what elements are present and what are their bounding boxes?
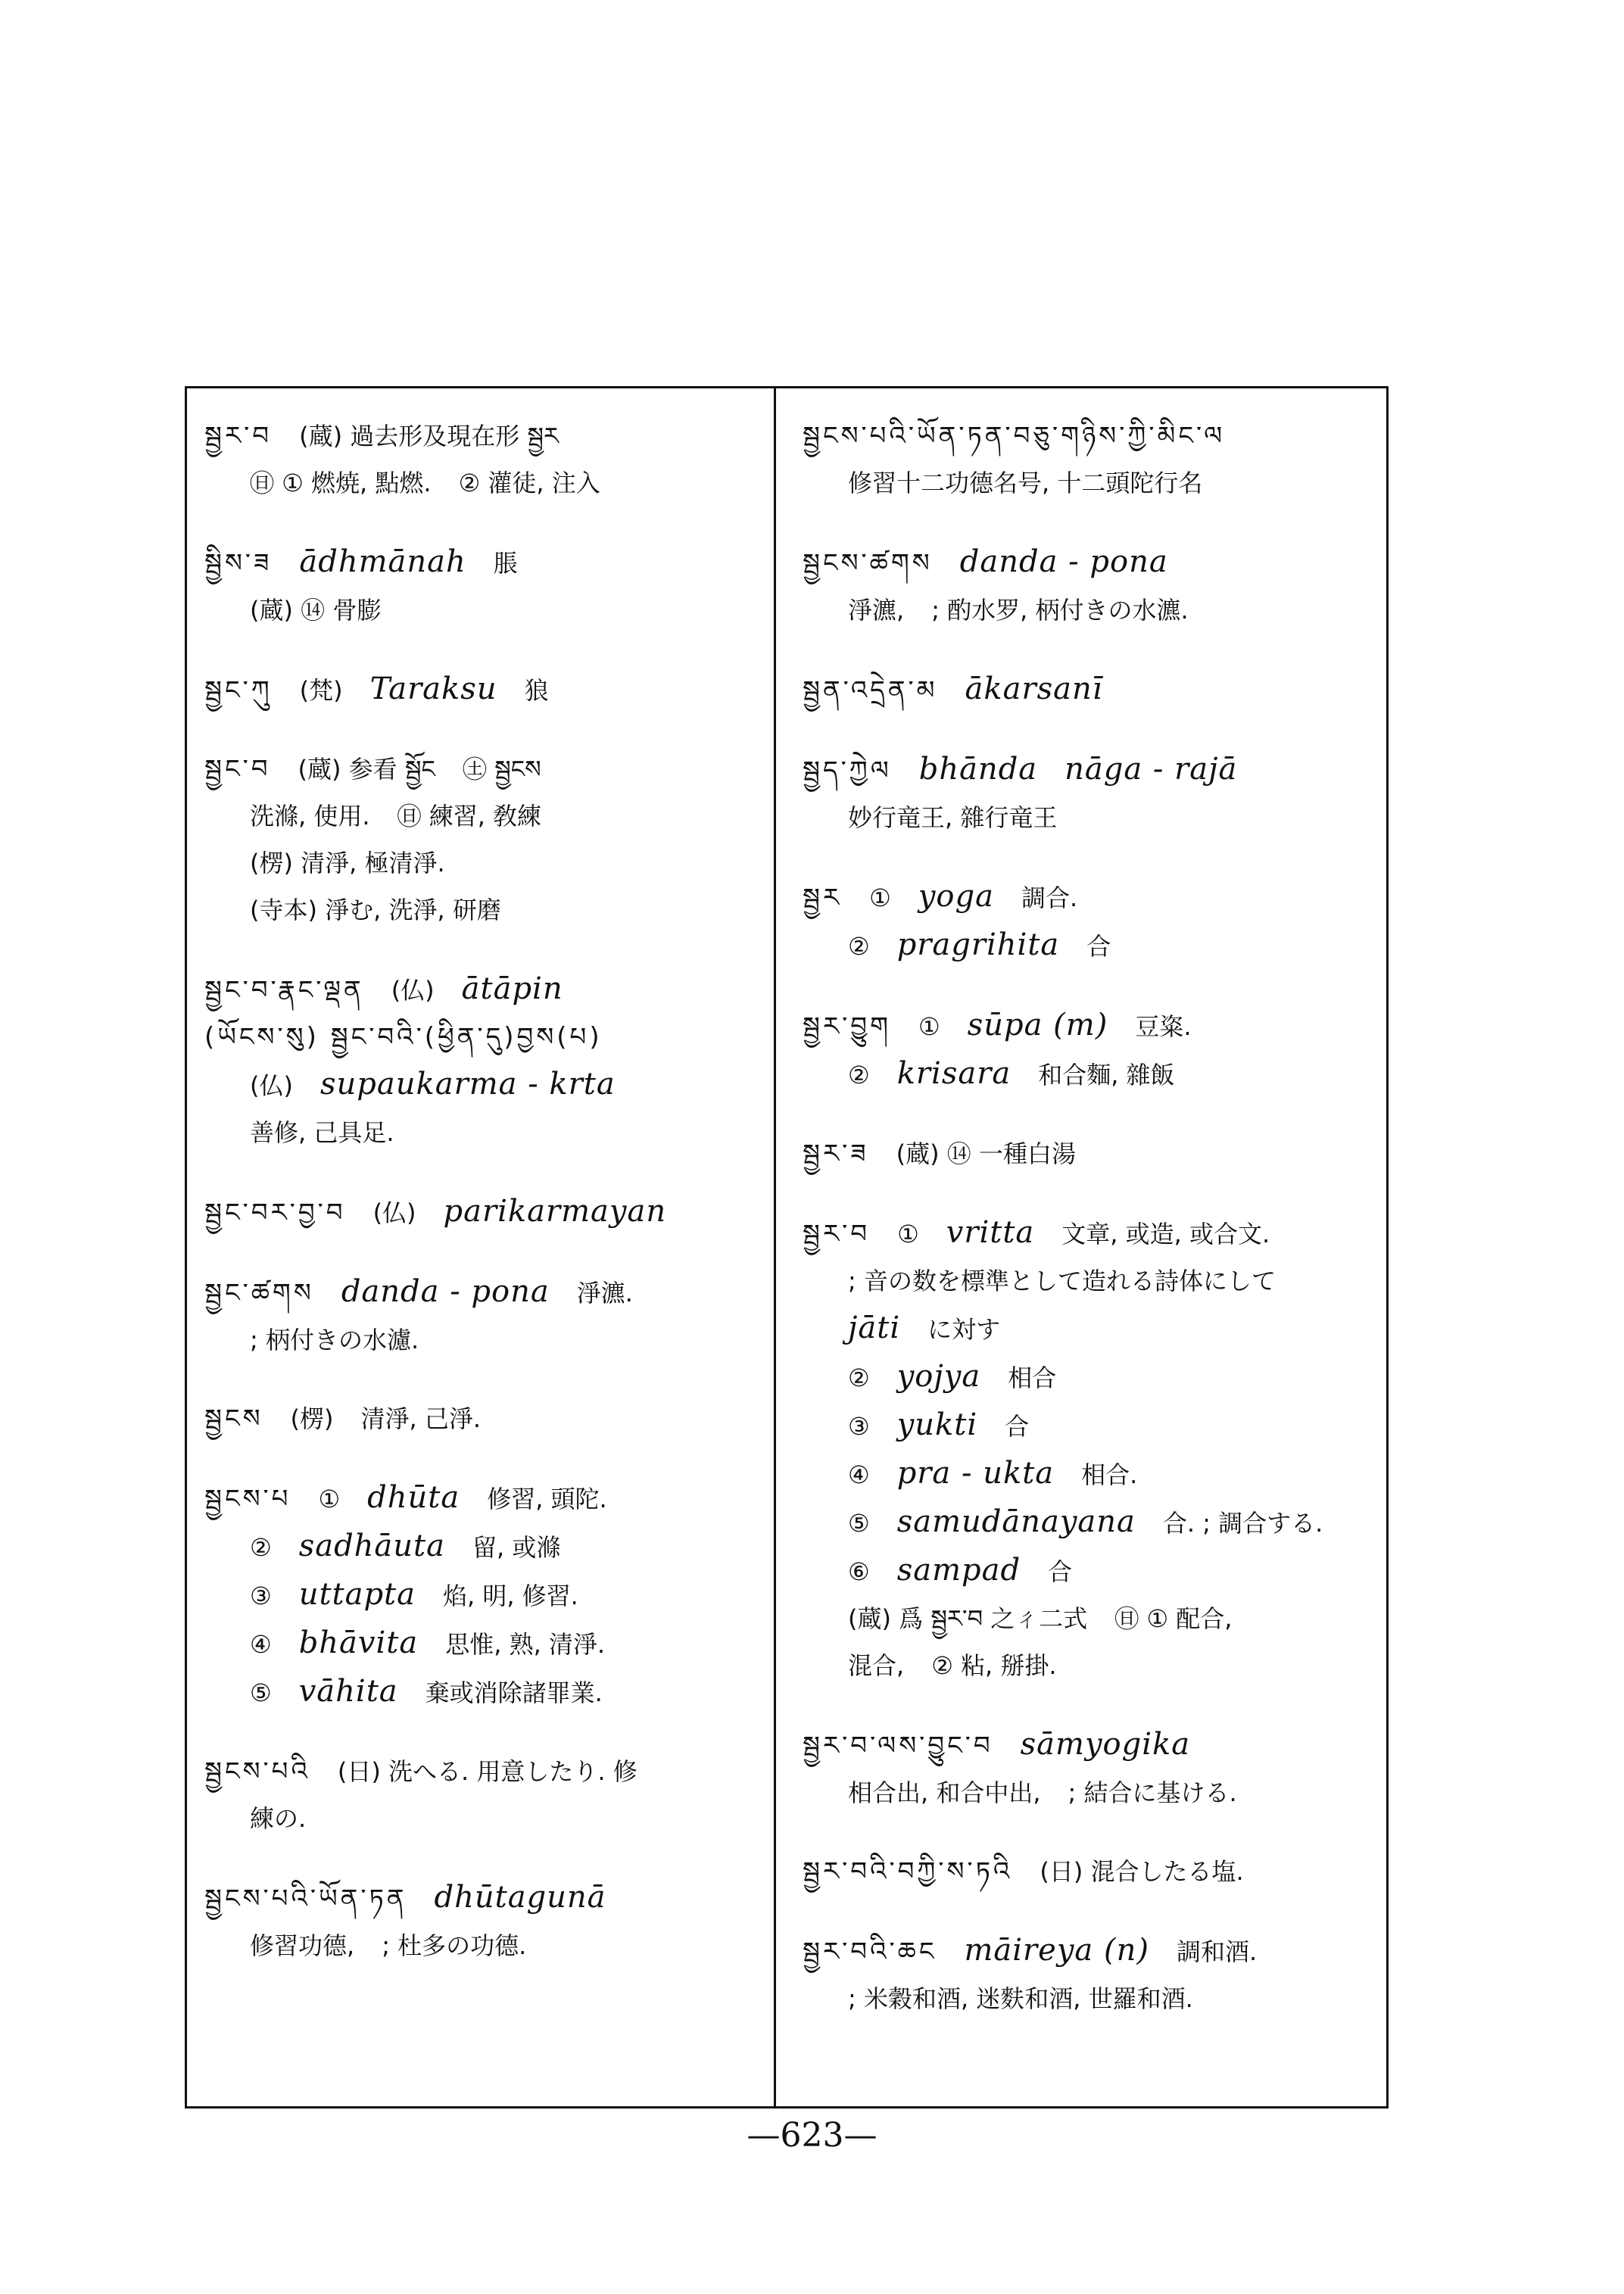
entry-definition-line xyxy=(204,1317,761,1364)
entry-definition-line xyxy=(803,1547,1378,1595)
japanese-gloss: (寺本) 淨む, 洗淨, 研磨 xyxy=(250,896,501,924)
entry-headline xyxy=(803,413,1378,460)
japanese-gloss: 留, 或滌 xyxy=(472,1533,561,1562)
sanskrit-term: sāmyogika xyxy=(1020,1727,1191,1762)
tibetan-headword: སྦྱངས xyxy=(204,1404,263,1434)
japanese-gloss: ② xyxy=(250,1533,272,1562)
entry-definition-line xyxy=(803,1595,1378,1642)
japanese-gloss: 修習功德, xyxy=(250,1931,355,1960)
japanese-gloss: ③ xyxy=(250,1582,272,1610)
sanskrit-term: supaukarma - krta xyxy=(320,1067,616,1102)
entry-definition-line xyxy=(204,1619,761,1668)
japanese-gloss: (蔵) 爲 སྦྱར་བ 之ㄔ二式 xyxy=(848,1604,1088,1633)
japanese-gloss: (仏) xyxy=(250,1071,293,1100)
japanese-gloss: 調合. xyxy=(1021,884,1078,912)
japanese-gloss: ; 柄付きの水濾. xyxy=(250,1326,419,1354)
entry-headline xyxy=(803,746,1378,794)
sanskrit-term: ādhmānah xyxy=(299,544,466,579)
dictionary-entry xyxy=(803,1130,1378,1177)
japanese-gloss: 合. ; 調合する. xyxy=(1162,1509,1323,1538)
dictionary-entry xyxy=(204,1395,761,1442)
japanese-gloss: ; 結合に基ける. xyxy=(1068,1778,1237,1807)
sanskrit-term: Taraksu xyxy=(369,672,497,706)
japanese-gloss: 淨瀌. xyxy=(576,1279,633,1308)
japanese-gloss: ; 米穀和酒, 迷麩和酒, 世羅和酒. xyxy=(848,1984,1193,2013)
japanese-gloss: 妙行竜王, 雜行竜王 xyxy=(848,803,1058,832)
entry-headline xyxy=(204,965,761,1014)
japanese-gloss: (日) 混合したる塩. xyxy=(1040,1857,1244,1886)
japanese-gloss: 合 xyxy=(1048,1557,1073,1586)
entry-definition-line xyxy=(204,1795,761,1842)
japanese-gloss: (楞) xyxy=(290,1404,334,1433)
japanese-gloss: 狼 xyxy=(524,676,549,705)
tibetan-headword: སྦྱར་བ xyxy=(803,1219,871,1249)
entry-definition-line xyxy=(803,1258,1378,1304)
sanskrit-term: sampad xyxy=(896,1553,1021,1588)
entry-headline xyxy=(803,1209,1378,1258)
dictionary-entry xyxy=(204,1188,761,1236)
dictionary-entry xyxy=(803,665,1378,714)
dictionary-entry xyxy=(803,538,1378,634)
entry-headline xyxy=(204,538,761,587)
japanese-gloss: (梵) xyxy=(299,676,343,705)
japanese-gloss: ② 粘, 掰掛. xyxy=(931,1651,1057,1680)
entry-headline xyxy=(204,1188,761,1236)
japanese-gloss: (蔵) 参看 སྦྱོང xyxy=(298,755,435,784)
japanese-gloss: ① xyxy=(869,884,891,912)
entry-definition-line xyxy=(204,1109,761,1156)
japanese-gloss: ③ xyxy=(848,1412,870,1441)
tibetan-headword: (ཡོངས་སུ) སྦྱང་བའི་(ཕྱིན་དུ)བྱས(པ) xyxy=(204,1022,603,1052)
dictionary-entry xyxy=(204,1874,761,1969)
tibetan-headword: སྦྱང་བ xyxy=(204,754,271,784)
entry-headline xyxy=(204,413,761,460)
japanese-gloss: ② xyxy=(848,1061,870,1089)
sanskrit-term: nāga - rajā xyxy=(1064,752,1238,787)
sanskrit-term: dhūta xyxy=(367,1480,460,1515)
sanskrit-term: dhūtagunā xyxy=(434,1880,606,1915)
entry-definition-line xyxy=(803,1450,1378,1498)
japanese-gloss: ㊐ 練習, 敎練 xyxy=(397,802,542,831)
entry-definition-line xyxy=(803,1401,1378,1450)
japanese-gloss: 清淨, 己淨. xyxy=(360,1404,482,1433)
dictionary-entry xyxy=(204,665,761,714)
dictionary-entry xyxy=(204,413,761,506)
sanskrit-term: ātāpin xyxy=(461,971,563,1006)
tibetan-headword: སྦྱར་བ xyxy=(204,421,273,451)
entry-headline xyxy=(204,665,761,714)
tibetan-headword: སྦྱང་ཀུ xyxy=(204,675,273,706)
japanese-gloss: (蔵) 過去形及現在形 སྦྱར xyxy=(299,422,559,450)
entry-headline xyxy=(204,1748,761,1795)
sanskrit-term: yoga xyxy=(918,879,994,914)
right-column xyxy=(803,413,1378,2054)
tibetan-headword: སྦྱང་ཚགས xyxy=(204,1278,314,1308)
entry-definition-line xyxy=(803,1304,1378,1353)
dictionary-entry xyxy=(204,1748,761,1842)
japanese-gloss: 淨瀌, xyxy=(848,596,905,625)
sanskrit-term: sūpa (m) xyxy=(967,1008,1108,1043)
japanese-gloss: 相合 xyxy=(1008,1364,1057,1392)
entry-headline xyxy=(204,1395,761,1442)
entry-headline xyxy=(803,665,1378,714)
dictionary-entry xyxy=(803,1209,1378,1689)
entry-headline xyxy=(803,1130,1378,1177)
entry-definition-line xyxy=(803,794,1378,841)
tibetan-headword: སྦྱན་འདྲེན་མ xyxy=(803,675,938,706)
dictionary-entry xyxy=(204,746,761,933)
sanskrit-term: uttapta xyxy=(298,1577,416,1612)
entry-headline xyxy=(204,746,761,793)
tibetan-headword: སྦྱང་བ་རྣང་ལྡན xyxy=(204,975,364,1005)
entry-definition-line xyxy=(204,587,761,634)
japanese-gloss: 思惟, 熟, 清淨. xyxy=(445,1630,606,1659)
entry-definition-line xyxy=(204,1014,761,1061)
japanese-gloss: 練の. xyxy=(250,1804,307,1833)
left-column xyxy=(204,413,761,2001)
tibetan-headword: སྦྱངས་པ xyxy=(204,1484,291,1514)
sanskrit-term: ākarsanī xyxy=(965,672,1103,706)
japanese-gloss: 文章, 或造, 或合文. xyxy=(1061,1220,1270,1248)
dictionary-entry xyxy=(803,1002,1378,1099)
dictionary-entry xyxy=(803,413,1378,506)
entry-definition-line xyxy=(803,587,1378,634)
entry-definition-line xyxy=(803,921,1378,970)
japanese-gloss: 調和酒. xyxy=(1176,1937,1258,1966)
entry-definition-line xyxy=(204,1571,761,1619)
japanese-gloss: ⑤ xyxy=(848,1509,870,1538)
japanese-gloss: ; 杜多の功德. xyxy=(382,1931,527,1960)
entry-definition-line xyxy=(803,1642,1378,1689)
entry-headline xyxy=(803,873,1378,921)
tibetan-headword: སྦྱང་བར་བྱ་བ xyxy=(204,1198,346,1228)
japanese-gloss: 合 xyxy=(1005,1412,1030,1441)
japanese-gloss: ④ xyxy=(250,1630,272,1659)
japanese-gloss: (仏) xyxy=(372,1198,416,1227)
japanese-gloss: ② 灌徒, 注入 xyxy=(458,469,600,497)
sanskrit-term: yojya xyxy=(896,1359,981,1394)
entry-definition-line xyxy=(803,1769,1378,1816)
japanese-gloss: ㊏ སྦྱངས xyxy=(462,755,541,784)
entry-definition-line xyxy=(204,1061,761,1109)
dictionary-entry xyxy=(204,1474,761,1716)
japanese-gloss: ① xyxy=(897,1220,919,1248)
japanese-gloss: 相合. xyxy=(1081,1460,1138,1489)
dictionary-entry xyxy=(803,746,1378,841)
japanese-gloss: ; 音の数を標準として造れる詩体にして xyxy=(848,1267,1276,1295)
dictionary-entry xyxy=(803,1927,1378,2022)
japanese-gloss: ① xyxy=(318,1485,341,1513)
sanskrit-term: danda - pona xyxy=(341,1274,550,1309)
entry-headline xyxy=(204,1268,761,1317)
japanese-gloss: 修習十二功德名号, 十二頭陀行名 xyxy=(848,469,1203,497)
sanskrit-term: jāti xyxy=(848,1311,901,1345)
entry-headline xyxy=(803,1721,1378,1769)
dictionary-entry xyxy=(204,1268,761,1364)
japanese-gloss: 相合出, 和合中出, xyxy=(848,1778,1041,1807)
entry-definition-line xyxy=(204,840,761,887)
japanese-gloss: ; 酌水罗, 柄付きの水瀌. xyxy=(931,596,1189,625)
japanese-gloss: 善修, 己具足. xyxy=(250,1118,394,1147)
entry-definition-line xyxy=(803,1050,1378,1099)
page-number: —623— xyxy=(747,2116,877,2155)
entry-headline xyxy=(803,1927,1378,1975)
entry-headline xyxy=(204,1474,761,1523)
dictionary-entry xyxy=(803,1721,1378,1816)
japanese-gloss: ① xyxy=(918,1012,940,1041)
japanese-gloss: に対す xyxy=(927,1315,1001,1344)
sanskrit-term: krisara xyxy=(896,1056,1011,1091)
tibetan-headword: སྦྱར xyxy=(803,883,843,913)
japanese-gloss: ㊐ ① 配合, xyxy=(1114,1604,1233,1633)
sanskrit-term: māireya (n) xyxy=(964,1933,1149,1968)
sanskrit-term: pragrihita xyxy=(896,927,1060,962)
dictionary-entry xyxy=(803,873,1378,970)
entry-definition-line xyxy=(204,460,761,506)
entry-definition-line xyxy=(204,793,761,840)
dictionary-entry xyxy=(204,538,761,634)
entry-definition-line xyxy=(204,1523,761,1571)
japanese-gloss: ④ xyxy=(848,1460,870,1489)
japanese-gloss: (蔵) ⑭ 一種白湯 xyxy=(896,1139,1076,1168)
tibetan-headword: སྦྱར་བའི་ཆང xyxy=(803,1937,937,1967)
sanskrit-term: vritta xyxy=(946,1215,1035,1250)
dictionary-entry xyxy=(204,965,761,1156)
column-divider xyxy=(774,386,776,2109)
tibetan-headword: སྦྱངས་པའི xyxy=(204,1756,310,1787)
japanese-gloss: ⑤ xyxy=(250,1678,272,1707)
sanskrit-term: danda - pona xyxy=(959,544,1168,579)
japanese-gloss: ② xyxy=(848,1364,870,1392)
japanese-gloss: (日) 洗へる. 用意したり. 修 xyxy=(337,1757,637,1786)
sanskrit-term: sadhāuta xyxy=(298,1529,445,1563)
japanese-gloss: ⑥ xyxy=(848,1557,870,1586)
entry-definition-line xyxy=(803,1353,1378,1401)
sanskrit-term: vāhita xyxy=(298,1674,398,1709)
dictionary-entry xyxy=(803,1848,1378,1895)
tibetan-headword: སྦྱད་ཀྱེལ xyxy=(803,756,892,786)
japanese-gloss: 合 xyxy=(1086,932,1111,961)
entry-definition-line xyxy=(803,460,1378,506)
entry-headline xyxy=(204,1874,761,1922)
japanese-gloss: 混合, xyxy=(848,1651,905,1680)
japanese-gloss: (蔵) ⑭ 骨膨 xyxy=(250,596,382,625)
entry-definition-line xyxy=(204,1668,761,1716)
tibetan-headword: སྦྱངས་པའི་ཡོན་ཏན་བཅུ་གཉིས་ཀྱི་མིང་ལ xyxy=(803,421,1226,451)
sanskrit-term: bhānda xyxy=(918,752,1038,787)
entry-definition-line xyxy=(803,1975,1378,2022)
tibetan-headword: སྦྱར་བྱུག xyxy=(803,1011,892,1042)
japanese-gloss: ㊐ ① 燃焼, 點燃. xyxy=(250,469,432,497)
japanese-gloss: 豆粢. xyxy=(1135,1012,1192,1041)
entry-definition-line xyxy=(204,887,761,933)
entry-headline xyxy=(803,538,1378,587)
tibetan-headword: སྦྱངས་པའི་ཡོན་ཏན xyxy=(204,1884,407,1914)
tibetan-headword: སྦྱར་བའི་བཀྱི་ས་ཏའི xyxy=(803,1856,1013,1887)
japanese-gloss: 修習, 頭陀. xyxy=(487,1485,607,1513)
sanskrit-term: pra - ukta xyxy=(896,1456,1055,1491)
tibetan-headword: སྦྱར་བ་ལས་བྱུང་བ xyxy=(803,1731,993,1761)
entry-definition-line xyxy=(204,1922,761,1969)
japanese-gloss: 棄或消除諸罪業. xyxy=(425,1678,603,1707)
sanskrit-term: parikarmayan xyxy=(443,1194,667,1229)
japanese-gloss: ② xyxy=(848,932,870,961)
japanese-gloss: (仏) xyxy=(391,976,435,1005)
japanese-gloss: 和合麵, 雜飯 xyxy=(1038,1061,1175,1089)
tibetan-headword: སྦྱིས་ཟ xyxy=(204,548,273,578)
entry-headline xyxy=(803,1848,1378,1895)
japanese-gloss: (楞) 清淨, 極清淨. xyxy=(250,849,445,877)
tibetan-headword: སྦྱར་ཟ xyxy=(803,1139,869,1169)
entry-definition-line xyxy=(803,1498,1378,1547)
sanskrit-term: samudānayana xyxy=(896,1504,1136,1539)
entry-headline xyxy=(803,1002,1378,1050)
japanese-gloss: 脹 xyxy=(493,549,518,578)
sanskrit-term: bhāvita xyxy=(298,1625,419,1660)
tibetan-headword: སྦྱངས་ཚགས xyxy=(803,548,933,578)
sanskrit-term: yukti xyxy=(896,1407,978,1442)
japanese-gloss: 焰, 明, 修習. xyxy=(442,1582,578,1610)
japanese-gloss: 洗滌, 使用. xyxy=(250,802,370,831)
